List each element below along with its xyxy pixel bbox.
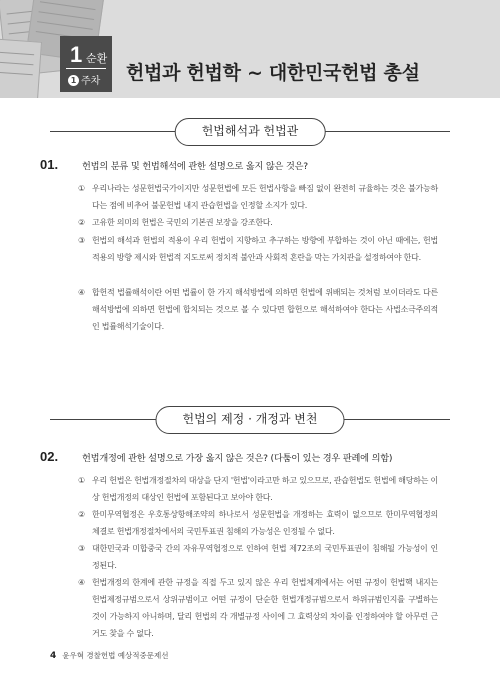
decorative-paper-sheet xyxy=(0,38,42,98)
option-1 xyxy=(78,180,438,214)
option-marker: ③ xyxy=(78,544,86,553)
chapter-tab xyxy=(60,36,112,92)
section-heading-interpretation xyxy=(50,118,450,146)
question-stem: 헌법개정에 관한 설명으로 가장 옳지 않은 것은? (다툼이 있는 경우 판례에 의함) xyxy=(82,453,393,464)
week-number-badge: 1 xyxy=(68,75,79,86)
option-marker: ① xyxy=(78,476,86,485)
option-4 xyxy=(78,574,438,642)
tab-divider xyxy=(66,68,106,69)
page-footer xyxy=(50,650,168,661)
section-heading-amendment xyxy=(50,406,450,434)
option-marker: ④ xyxy=(78,288,86,297)
book-title: 윤우혁 경찰헌법 예상적중문제선 xyxy=(62,651,169,660)
question-number: 02. xyxy=(40,449,59,464)
option-marker: ① xyxy=(78,184,86,193)
option-text: 한미무역협정은 우호통상항해조약의 하나로서 성문헌법을 개정하는 효력이 없으므로 한미무역협정의 체결로 헌법개정절차에서의 국민투표권 침해의 가능성은 인정될 수 없다. xyxy=(92,510,438,536)
option-2 xyxy=(78,214,438,231)
option-text: 우리나라는 성문헌법국가이지만 성문헌법에 모든 헌법사항을 빠짐 없이 완전히 규율하는 것은 불가능하다는 점에 비추어 불문헌법 내지 관습헌법을 인정할 소지가 있다. xyxy=(92,184,438,210)
chapter-tab-number: 1 xyxy=(70,42,83,67)
page-number: 4 xyxy=(50,651,57,661)
option-text: 고유한 의미의 헌법은 국민의 기본권 보장을 강조한다. xyxy=(92,218,273,227)
option-3 xyxy=(78,232,438,266)
week-label xyxy=(68,72,100,87)
option-marker: ② xyxy=(78,218,86,227)
question-number: 01. xyxy=(40,157,59,172)
option-text: 헌법개정의 한계에 관한 규정을 직접 두고 있지 않은 우리 헌법체계에서는 어떤 규정이 헌법핵 내지는 헌법제정규범으로서 상위규범이고 어떤 규정이 단순한 헌법개정규범으로서 하위규범인지를 구별하는 것이 가능하지 아니하며, 달리 헌법의 각 개별규정 사이에 그 효력상의 차이를 인정하여야 할 아무런 근거도 찾을 수 없다. xyxy=(92,578,438,638)
section-heading-label: 헌법해석과 헌법관 xyxy=(175,118,326,146)
option-marker: ② xyxy=(78,510,86,519)
page-title: 헌법과 헌법학 ~ 대한민국헌법 총설 xyxy=(126,62,420,84)
chapter-tab-label: 순환 xyxy=(86,52,108,65)
option-2 xyxy=(78,506,438,540)
option-text: 합헌적 법률해석이란 어떤 법률이 한 가지 해석방법에 의하면 헌법에 위배되는 것처럼 보이더라도 다른 해석방법에 의하면 헌법에 합치되는 것으로 볼 수 있다면 합헌으로 해석하여야 한다는 사법소극주의적인 법률해석기술이다. xyxy=(92,288,438,331)
option-text: 헌법의 해석과 헌법의 적용이 우리 헌법이 지향하고 추구하는 방향에 부합하는 것이 아닌 때에는, 헌법적용의 방향 제시와 헌법적 지도로써 정치적 불안과 사회적 혼란을 막는 가치관을 설정하여야 한다. xyxy=(92,236,438,262)
option-3 xyxy=(78,540,438,574)
option-marker: ③ xyxy=(78,236,86,245)
option-1 xyxy=(78,472,438,506)
option-text: 우리 헌법은 헌법개정절차의 대상을 단지 '헌법'이라고만 하고 있으므로, 관습헌법도 헌법에 해당하는 이상 헌법개정의 대상인 헌법에 포함된다고 보아야 한다. xyxy=(92,476,438,502)
option-text: 대한민국과 미합중국 간의 자유무역협정으로 인하여 헌법 제72조의 국민투표권이 침해될 가능성이 인정된다. xyxy=(92,544,438,570)
option-4 xyxy=(78,284,438,335)
section-heading-label: 헌법의 제정 · 개정과 변천 xyxy=(156,406,345,434)
week-text: 주차 xyxy=(81,76,101,87)
question-stem: 헌법의 분류 및 헌법해석에 관한 설명으로 옳지 않은 것은? xyxy=(82,161,308,172)
option-marker: ④ xyxy=(78,578,86,587)
